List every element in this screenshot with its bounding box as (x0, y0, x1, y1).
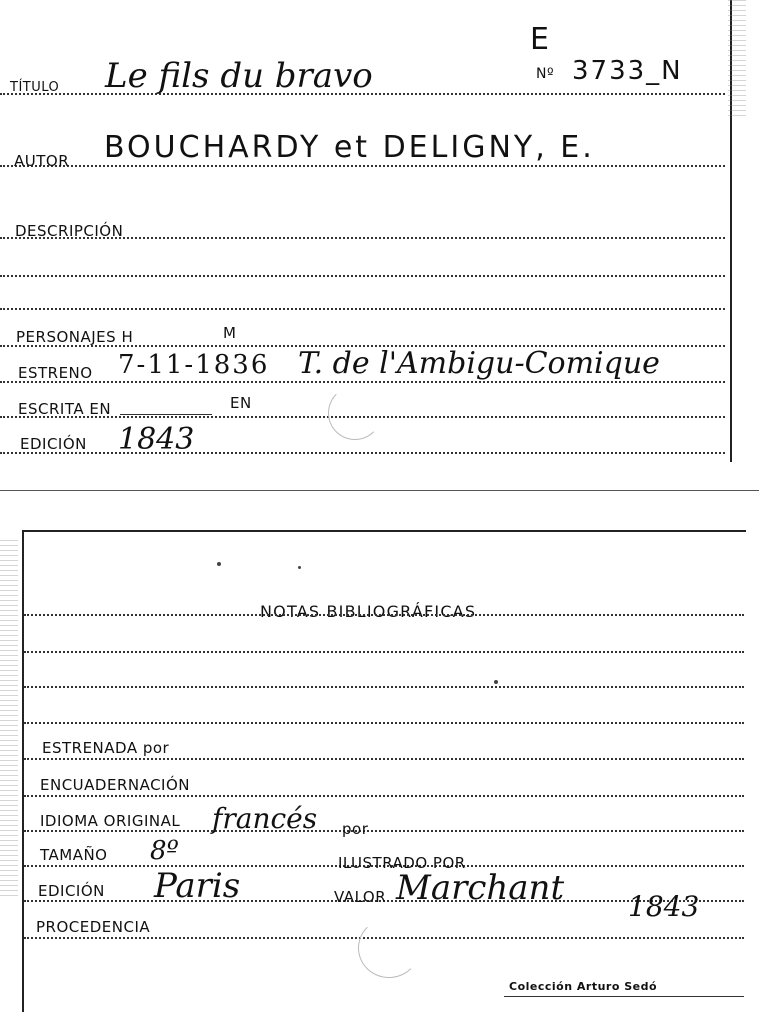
tamano-value: 8º (150, 836, 179, 866)
descripcion-label: DESCRIPCIÓN (15, 222, 124, 240)
ilustrado-label: ILUSTRADO POR (338, 854, 466, 872)
escrita-label: ESCRITA EN (18, 400, 112, 418)
estreno-date: 7-11-1836 (118, 350, 270, 380)
edge-noise (728, 0, 746, 120)
valor-label: VALOR (334, 888, 387, 906)
notas-label: NOTAS BIBLIOGRÁFICAS (260, 602, 477, 621)
catalog-card-front (0, 0, 732, 462)
numero-label: Nº (536, 66, 555, 82)
idioma-value: francés (212, 802, 318, 835)
estreno-place: T. de l'Ambigu-Comique (298, 346, 660, 381)
titulo-label: TÍTULO (10, 80, 60, 95)
encuadernacion-label: ENCUADERNACIÓN (40, 776, 191, 794)
edicion-value: 1843 (118, 422, 195, 457)
stain-mark-back (358, 918, 420, 978)
procedencia-label: PROCEDENCIA (36, 918, 151, 936)
valor-year: 1843 (628, 890, 700, 923)
edicion-back-value: Paris (154, 866, 241, 906)
edicion-label: EDICIÓN (20, 435, 87, 453)
mark-letter: E (530, 22, 549, 57)
coleccion-label: Colección Arturo Sedó (509, 980, 658, 993)
tamano-label: TAMAÑO (40, 846, 108, 864)
personajes-label: PERSONAJES H (16, 328, 134, 346)
valor-value: Marchant (396, 868, 565, 908)
idioma-por-label: por (342, 820, 369, 838)
estrenada-label: ESTRENADA por (42, 739, 170, 757)
autor-value: BOUCHARDY et DELIGNY, E. (104, 130, 595, 165)
edicion-back-label: EDICIÓN (38, 882, 105, 900)
autor-label: AUTOR (14, 152, 70, 170)
estreno-label: ESTRENO (18, 364, 93, 382)
idioma-label: IDIOMA ORIGINAL (40, 812, 181, 830)
titulo-value: Le fils du bravo (105, 56, 373, 96)
separator-line (0, 490, 759, 491)
numero-value: 3733_N (572, 56, 683, 86)
escrita-en-label: EN (230, 394, 252, 412)
personajes-m-label: M (223, 324, 237, 342)
catalog-card-back (22, 530, 746, 1012)
stain-mark (328, 386, 382, 440)
edge-noise-left (0, 540, 18, 900)
